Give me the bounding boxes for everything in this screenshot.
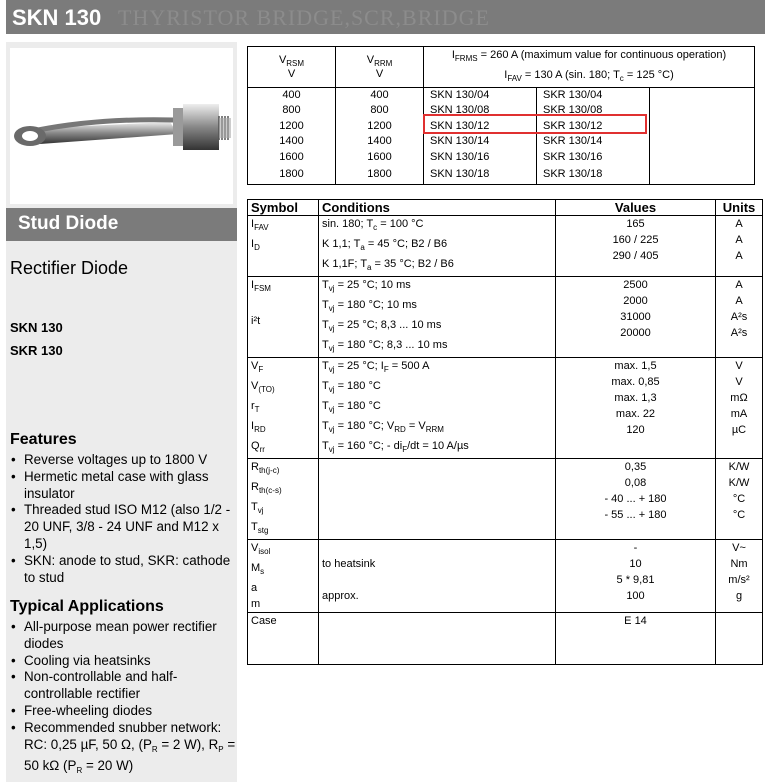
list-item: • Reverse voltages up to 1800 V xyxy=(10,452,236,469)
features-list xyxy=(10,452,236,586)
image-caption: Stud Diode xyxy=(18,213,119,234)
list-item: • Hermetic metal case with glass insulator xyxy=(10,469,236,503)
characteristics-table: Symbol Conditions Values Units $I_{FAV}$ $I_D$ sin. 180; $T_c = 100$ °C K 1,1; $T_a = 45$ °C; B2 / B6 K 1,1F; $T_a = 35$ °C; B2 / B6 165 160 / 225 290 / 405 A A A $I_{FSM}$ i²t $T_{vj} = 25$ °C; 10 ms $T_{vj} = 180$ °C; 10 ms $T_{vj} = 25$ °C; 8,3 ... 10 ms $T_{vj} = 180$ °C; 8,3 ... 10 ms 2500 2000 31000 20000 A A A²s A²s $V_F$ $V_{(TO)}$ $r_T$ $I_{RD}$ $Q_{rr}$ $T_{vj} = 25$ °C; $I_F = 500$ A $T_{vj} = 180$ °C $T_{vj} = 180$ °C $T_{vj} = 180$ °C; $V_{RD} = V_{RRM}$ $T_{vj} = 160$ °C; - $di_F/dt = 10$ A/µs max. 1,5 max. 0,85 max. 1,3 max. 22 120 V V mΩ mA µC $R_{th(j-c)}$ $R_{th(c-s)}$ $T_{vj}$ $T_{stg}$ 0,35 0,08 - 40 ... + 180 - 55 ... + 180 K/W K/W °C °C $V_{isol}$ $M_s$ a m to heatsink approx. - 10 5 * 9,81 100 V~ Nm m/s² g Case E 14 xyxy=(247,199,763,665)
applications-title: Typical Applications xyxy=(10,598,164,615)
part-number-1: SKN 130 xyxy=(10,320,63,335)
part-number-2: SKR 130 xyxy=(10,343,63,358)
page-title: SKN 130 xyxy=(12,5,102,30)
header-bar xyxy=(6,0,765,34)
list-item: • Free-wheeling diodes xyxy=(10,703,236,720)
voltage-table: $V_{RSM}$ V $V_{RRM}$ V $I_{FRMS} = 260$ A (maximum value for continuous operation) $I_{FAV} = 130$ A (sin. 180; $T_c = 125$ °C) 400 400 SKN 130/04 SKR 130/04 800 800 SKN 130/08 SKR 130/08 1200 1200 SKN 130/12 SKR 130/12 1400 1400 SKN 130/14 SKR 130/14 1600 1600 SKN 130/16 SKR 130/16 1800 1800 SKN 130/18 SKR 130/18 xyxy=(247,46,755,185)
features-title: Features xyxy=(10,431,77,448)
watermark: THYRISTOR BRIDGE,SCR,BRIDGE xyxy=(118,5,490,30)
image-caption-bar xyxy=(6,208,237,241)
applications-list xyxy=(10,619,236,780)
stud-diode-photo xyxy=(10,48,233,204)
list-item: • Cooling via heatsinks xyxy=(10,653,236,670)
list-item: • All-purpose mean power rectifier diodes xyxy=(10,619,236,653)
list-item: • Non-controllable and half-controllable rectifier xyxy=(10,669,236,703)
subtitle: Rectifier Diode xyxy=(10,258,129,278)
highlight-box xyxy=(423,114,647,134)
stud-diode-image xyxy=(10,48,233,204)
list-item: • SKN: anode to stud, SKR: cathode to stud xyxy=(10,553,236,587)
list-item: • Recommended snubber network: RC: 0,25 µF, 50 Ω, ($P_R = 2$ W), $R_P = 50$ kΩ ($P_R = 20$ W) xyxy=(10,720,236,780)
list-item: • Threaded stud ISO M12 (also 1/2 - 20 UNF, 3/8 - 24 UNF and M12 x 1,5) xyxy=(10,502,236,552)
